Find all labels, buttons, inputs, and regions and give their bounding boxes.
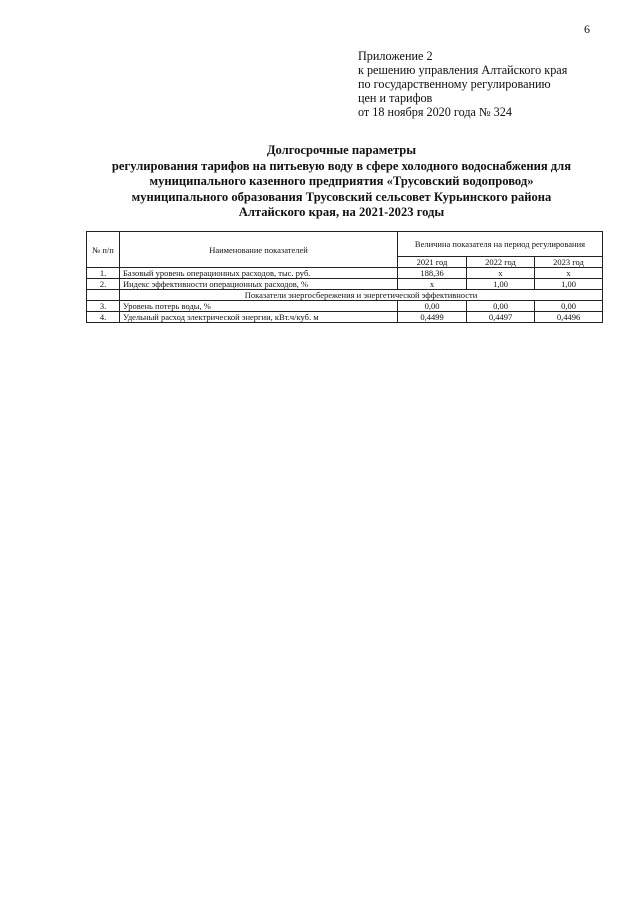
header-year: 2023 год	[535, 257, 603, 268]
appendix-line: к решению управления Алтайского края	[358, 63, 568, 77]
row-value: 1,00	[535, 279, 603, 290]
row-value: 0,00	[398, 301, 467, 312]
row-num: 4.	[87, 312, 120, 323]
title-line: Алтайского края, на 2021-2023 годы	[238, 205, 445, 219]
row-num: 3.	[87, 301, 120, 312]
row-value: 1,00	[467, 279, 535, 290]
table-row	[87, 279, 603, 290]
appendix-line: цен и тарифов	[358, 91, 433, 105]
title-line: Долгосрочные параметры	[266, 143, 417, 157]
row-num: 2.	[87, 279, 120, 290]
row-name: Уровень потерь воды, %	[120, 301, 398, 312]
header-year: 2021 год	[398, 257, 467, 268]
row-value: 0,00	[467, 301, 535, 312]
row-name: Удельный расход электрической энергии, кВт.ч/куб. м	[120, 312, 398, 323]
header-year: 2022 год	[467, 257, 535, 268]
row-name: Базовый уровень операционных расходов, тыс. руб.	[120, 268, 398, 279]
section-title: Показатели энергосбережения и энергетической эффективности	[120, 290, 603, 301]
title-line: регулирования тарифов на питьевую воду в сфере холодного водоснабжения для	[111, 158, 572, 173]
row-value: х	[467, 268, 535, 279]
header-name: Наименование показателей	[120, 232, 398, 268]
table-row	[87, 301, 603, 312]
section-empty-cell	[87, 290, 120, 301]
row-value: 0,4496	[535, 312, 603, 323]
row-value: х	[535, 268, 603, 279]
table-row	[87, 268, 603, 279]
table-row	[87, 312, 603, 323]
row-value: 0,4499	[398, 312, 467, 323]
row-name: Индекс эффективности операционных расходов, %	[120, 279, 398, 290]
title-line: муниципального образования Трусовский сельсовет Курьинского района	[131, 189, 552, 204]
page-number: 6	[584, 22, 590, 36]
appendix-line: Приложение 2	[358, 49, 433, 63]
row-value: 0,4497	[467, 312, 535, 323]
title-line: муниципального казенного предприятия «Трусовский водопровод»	[149, 174, 534, 188]
row-value: 0,00	[535, 301, 603, 312]
header-period: Величина показателя на период регулирования	[398, 232, 603, 257]
parameters-table	[86, 231, 603, 323]
row-value: х	[398, 279, 467, 290]
header-num: № п/п	[87, 232, 120, 268]
appendix-line: от 18 ноября 2020 года № 324	[358, 105, 512, 119]
table-header-row	[87, 232, 603, 257]
row-num: 1.	[87, 268, 120, 279]
appendix-line: по государственному регулированию	[358, 77, 551, 91]
row-value: 188,36	[398, 268, 467, 279]
table-section-row	[87, 290, 603, 301]
document-title	[80, 143, 603, 221]
appendix-block	[358, 49, 567, 119]
